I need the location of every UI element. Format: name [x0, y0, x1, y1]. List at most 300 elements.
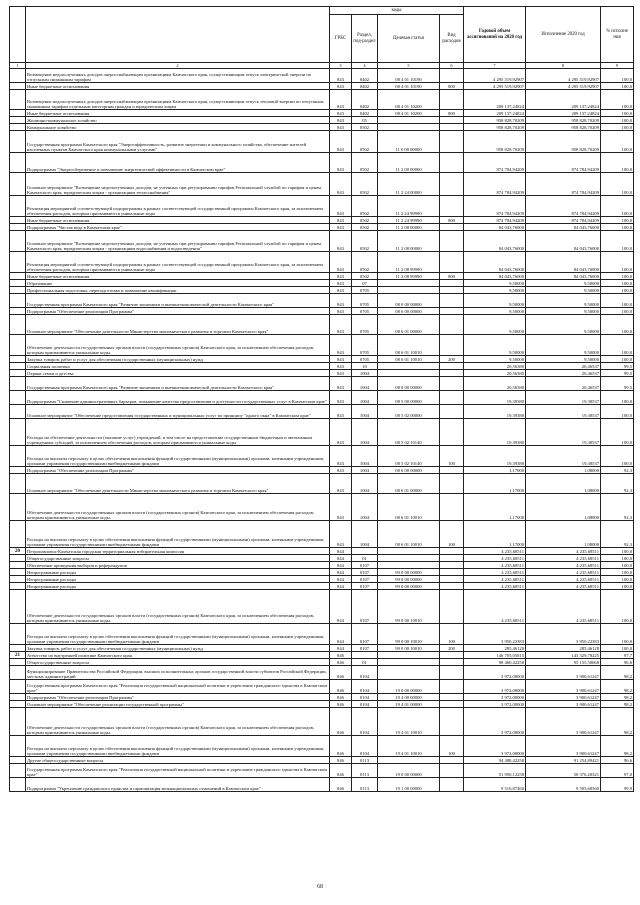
row-fact-cell: 19,38537 — [526, 405, 601, 419]
row-plan-cell: 19,39380 — [464, 446, 526, 467]
row-vid-cell: 800 — [440, 217, 464, 224]
table-row — [10, 624, 634, 645]
row-fact-cell: 4 235,68511 — [526, 569, 601, 576]
row-celevaya-cell: 11 2 08 00000 — [378, 231, 440, 252]
row-celevaya-cell: 08 5 02 10140 — [378, 419, 440, 446]
row-razdel-cell: 0402 — [352, 83, 378, 90]
row-grbs-cell: 844 — [330, 583, 352, 590]
row-grbs-cell: 843 — [330, 117, 352, 124]
row-fact-cell: 9,50000 — [526, 287, 601, 294]
row-plan-cell: 20,56380 — [464, 363, 526, 370]
header-razdel: Раздел, под-раздел — [352, 15, 378, 63]
row-name-cell: Реализация мероприятий соответствующей подпрограммы в рамках соответствующей государственной программы Камчатского края, за исключением обеспечения расходов, которым присваиваются уникальные коды — [26, 196, 330, 217]
row-number-cell — [10, 624, 26, 645]
row-plan-cell: 98 460,42258 — [464, 659, 526, 666]
row-number-cell — [10, 335, 26, 356]
row-celevaya-cell: 19 4 01 00000 — [378, 701, 440, 708]
row-plan-cell: 958 828,70209 — [464, 124, 526, 131]
row-number-cell — [10, 315, 26, 335]
row-celevaya-cell: 99 0 00 00000 — [378, 569, 440, 576]
row-grbs-cell: 843 — [330, 521, 352, 548]
row-razdel-cell: 01 — [352, 555, 378, 562]
column-number-cell: 4 — [352, 63, 378, 69]
row-razdel-cell: 0705 — [352, 335, 378, 356]
row-celevaya-cell: 08 5 00 00000 — [378, 391, 440, 405]
row-celevaya-cell: 08 6 01 00000 — [378, 315, 440, 335]
row-number-cell — [10, 273, 26, 280]
row-number-cell — [10, 252, 26, 273]
row-celevaya-cell: 19 0 00 00000 — [378, 680, 440, 694]
row-razdel-cell: 1004 — [352, 405, 378, 419]
row-razdel-cell: 0705 — [352, 287, 378, 294]
table-row — [10, 69, 634, 83]
table-row — [10, 666, 634, 680]
table-row — [10, 315, 634, 335]
row-number-cell — [10, 701, 26, 708]
row-pct-cell: 100,0 — [601, 590, 634, 624]
row-number-cell — [10, 474, 26, 494]
row-celevaya-cell: 08 5 02 10140 — [378, 446, 440, 467]
row-pct-cell: 100,0 — [601, 83, 634, 90]
row-pct-cell: 100,0 — [601, 273, 634, 280]
row-plan-cell: 146 705,05815 — [464, 652, 526, 659]
row-grbs-cell: 843 — [330, 110, 352, 117]
row-number-cell — [10, 764, 26, 778]
row-fact-cell: 958 828,70209 — [526, 124, 601, 131]
row-fact-cell: 285,46128 — [526, 645, 601, 652]
row-number-cell — [10, 583, 26, 590]
table-row — [10, 419, 634, 446]
row-fact-cell: 1,08000 — [526, 474, 601, 494]
row-razdel-cell: 0502 — [352, 153, 378, 173]
row-vid-cell — [440, 391, 464, 405]
row-pct-cell: 100,0 — [601, 555, 634, 562]
row-number-cell — [10, 736, 26, 757]
row-name-cell: Другие общегосударственные вопросы — [26, 757, 330, 764]
row-name-cell: Государственная программа Камчатского края "Развитие экономики и внешнеэкономической деятельности Камчатского края" — [26, 377, 330, 391]
row-razdel-cell: 1004 — [352, 467, 378, 474]
row-razdel-cell: 0107 — [352, 569, 378, 576]
row-pct-cell: 97,0 — [601, 764, 634, 778]
row-name-cell: Подпрограмма "Обеспечение реализации Программы" — [26, 467, 330, 474]
row-vid-cell — [440, 287, 464, 294]
row-number-cell — [10, 446, 26, 467]
row-plan-cell: 51 950,12258 — [464, 764, 526, 778]
row-pct-cell: 100,0 — [601, 90, 634, 110]
row-celevaya-cell — [378, 548, 440, 555]
row-grbs-cell: 843 — [330, 467, 352, 474]
row-grbs-cell: 846 — [330, 666, 352, 680]
row-fact-cell: 84 043,76000 — [526, 273, 601, 280]
row-celevaya-cell: 08 0 00 00000 — [378, 294, 440, 308]
row-plan-cell: 4 235,68511 — [464, 590, 526, 624]
header-fact: Исполнение 2020 год — [526, 7, 601, 63]
row-razdel-cell: 0107 — [352, 562, 378, 569]
row-pct-cell: 100,0 — [601, 645, 634, 652]
table-row — [10, 90, 634, 110]
row-fact-cell: 19,38537 — [526, 446, 601, 467]
row-pct-cell: 98,2 — [601, 666, 634, 680]
row-vid-cell — [440, 694, 464, 701]
row-name-cell: Основное мероприятие "Возмещение недополученных доходов, не учтенных при регулировании тарифов Региональной службой по тарифам и ценам Камчатского края, юридическим лицам - организациям теплоснабжения" — [26, 173, 330, 196]
row-grbs-cell: 843 — [330, 335, 352, 356]
table-row — [10, 467, 634, 474]
row-grbs-cell: 844 — [330, 576, 352, 583]
row-vid-cell — [440, 548, 464, 555]
row-name-cell: Подпрограмма "Снижение административных барьеров, повышение качества предоставления и доступности государственных услуг в Камчатском крае" — [26, 391, 330, 405]
row-name-cell: Иные бюджетные ассигнования — [26, 217, 330, 224]
column-number-cell: 1 — [10, 63, 26, 69]
row-fact-cell: 209 137,24824 — [526, 90, 601, 110]
row-name-cell: Подпрограмма "Обеспечение реализации Программы" — [26, 308, 330, 315]
row-plan-cell: 84 043,76000 — [464, 252, 526, 273]
row-plan-cell: 3 972,00000 — [464, 701, 526, 708]
row-grbs-cell: 843 — [330, 196, 352, 217]
row-plan-cell: 9,50000 — [464, 308, 526, 315]
header-codes: коды — [330, 7, 464, 15]
row-plan-cell: 4 235,68511 — [464, 555, 526, 562]
row-plan-cell: 958 828,70209 — [464, 131, 526, 153]
row-celevaya-cell: 19 4 01 10010 — [378, 736, 440, 757]
row-vid-cell — [440, 778, 464, 792]
row-vid-cell — [440, 294, 464, 308]
table-row — [10, 562, 634, 569]
row-pct-cell: 100,0 — [601, 624, 634, 645]
row-number-cell — [10, 131, 26, 153]
row-fact-cell: 209 137,24824 — [526, 110, 601, 117]
row-razdel-cell: 0502 — [352, 196, 378, 217]
row-razdel-cell: 1004 — [352, 521, 378, 548]
row-name-cell: Общегосударственные вопросы — [26, 659, 330, 666]
table-row — [10, 757, 634, 764]
row-fact-cell: 19,38537 — [526, 391, 601, 405]
row-celevaya-cell: 19 4 00 00000 — [378, 694, 440, 701]
row-vid-cell — [440, 659, 464, 666]
row-vid-cell — [440, 131, 464, 153]
table-row — [10, 778, 634, 792]
row-celevaya-cell — [378, 363, 440, 370]
row-pct-cell: 92,3 — [601, 474, 634, 494]
table-row — [10, 308, 634, 315]
row-plan-cell: 20,56380 — [464, 377, 526, 391]
row-celevaya-cell: 19 4 01 10010 — [378, 708, 440, 736]
row-pct-cell: 100,0 — [601, 391, 634, 405]
row-name-cell: Расходы на выплаты персоналу в целях обеспечения выполнения функций государственными (муниципальными) органами, казенными учреждениями, органами управления государственными внебюджетными фондами — [26, 446, 330, 467]
row-grbs-cell: 843 — [330, 252, 352, 273]
row-razdel-cell: 1004 — [352, 377, 378, 391]
row-plan-cell: 19,39380 — [464, 419, 526, 446]
row-fact-cell: 1,08000 — [526, 494, 601, 521]
row-razdel-cell: 0104 — [352, 708, 378, 736]
row-grbs-cell: 843 — [330, 356, 352, 363]
table-row — [10, 576, 634, 583]
table-row — [10, 110, 634, 117]
row-vid-cell — [440, 335, 464, 356]
row-grbs-cell: 844 — [330, 645, 352, 652]
table-row — [10, 494, 634, 521]
row-name-cell: Общегосударственные вопросы — [26, 555, 330, 562]
row-razdel-cell: 0113 — [352, 757, 378, 764]
row-grbs-cell: 846 — [330, 778, 352, 792]
row-vid-cell — [440, 405, 464, 419]
row-vid-cell — [440, 764, 464, 778]
table-row — [10, 694, 634, 701]
row-pct-cell: 100,0 — [601, 562, 634, 569]
row-vid-cell: 200 — [440, 645, 464, 652]
row-fact-cell: 95 155,50668 — [526, 659, 601, 666]
row-plan-cell: 19,39380 — [464, 405, 526, 419]
row-vid-cell — [440, 315, 464, 335]
row-name-cell: Образование — [26, 280, 330, 287]
row-number-cell — [10, 173, 26, 196]
row-name-cell: Обеспечение деятельности государственных органов власти (государственных органов) Камчатского края, за исключением обеспечения расходов, которым присваиваются уникальные коды. — [26, 590, 330, 624]
row-fact-cell: 84 043,76000 — [526, 252, 601, 273]
row-grbs-cell: 843 — [330, 273, 352, 280]
budget-table-body — [10, 69, 634, 792]
row-fact-cell: 958 828,70209 — [526, 131, 601, 153]
row-name-cell: Непрограммные расходы — [26, 569, 330, 576]
row-vid-cell — [440, 555, 464, 562]
row-celevaya-cell: 08 6 01 10010 — [378, 356, 440, 363]
row-fact-cell: 874 784,94209 — [526, 153, 601, 173]
row-fact-cell: 958 828,70209 — [526, 117, 601, 124]
row-plan-cell: 4 235,68511 — [464, 548, 526, 555]
row-number-cell — [10, 231, 26, 252]
row-fact-cell: 19,38537 — [526, 419, 601, 446]
row-number-cell — [10, 391, 26, 405]
row-grbs-cell: 846 — [330, 757, 352, 764]
row-grbs-cell: 844 — [330, 624, 352, 645]
row-fact-cell: 84 043,76000 — [526, 224, 601, 231]
row-grbs-cell: 846 — [330, 652, 352, 659]
row-vid-cell — [440, 117, 464, 124]
row-name-cell: Обеспечение проведения выборов и референдумов — [26, 562, 330, 569]
row-grbs-cell: 843 — [330, 83, 352, 90]
row-name-cell: Закупка товаров, работ и услуг для обеспечения государственных (муниципальных) нужд — [26, 645, 330, 652]
row-grbs-cell: 846 — [330, 736, 352, 757]
row-pct-cell: 100,0 — [601, 308, 634, 315]
row-name-cell: Обеспечение деятельности государственных органов власти (государственных органов) Камчатского края, за исключением обеспечения расходов, которым присваиваются уникальные коды. — [26, 335, 330, 356]
row-grbs-cell: 843 — [330, 377, 352, 391]
row-number-cell: 21 — [10, 652, 26, 659]
row-celevaya-cell: 11 2 24 99990 — [378, 196, 440, 217]
row-plan-cell: 3 972,00000 — [464, 736, 526, 757]
row-celevaya-cell: 08 6 01 10010 — [378, 521, 440, 548]
row-vid-cell — [440, 231, 464, 252]
row-plan-cell: 1,17000 — [464, 521, 526, 548]
row-number-cell — [10, 117, 26, 124]
row-fact-cell: 874 784,94209 — [526, 196, 601, 217]
row-vid-cell: 200 — [440, 356, 464, 363]
row-pct-cell: 98,2 — [601, 694, 634, 701]
row-vid-cell — [440, 652, 464, 659]
row-pct-cell: 99,5 — [601, 377, 634, 391]
row-number-cell — [10, 280, 26, 287]
row-number-cell — [10, 110, 26, 117]
row-name-cell: Государственная программа Камчатского края "Реализация государственной национальной политики и укрепление гражданского единства в Камчатском крае" — [26, 680, 330, 694]
row-name-cell: Непрограммные расходы — [26, 583, 330, 590]
row-number-cell — [10, 467, 26, 474]
row-razdel-cell: 1004 — [352, 494, 378, 521]
row-name-cell: Основное мероприятие "Возмещение недополученных доходов, не учтенных при регулировании тарифов Региональной службой по тарифам и ценам Камчатского края, юридическим лицам - организациям водоснабжения и водоотведения" — [26, 231, 330, 252]
row-fact-cell: 4 235,68511 — [526, 583, 601, 590]
table-row — [10, 252, 634, 273]
row-vid-cell — [440, 308, 464, 315]
row-celevaya-cell: 99 0 00 00000 — [378, 576, 440, 583]
row-vid-cell — [440, 562, 464, 569]
row-razdel-cell: 0502 — [352, 224, 378, 231]
row-celevaya-cell: 99 0 00 00000 — [378, 583, 440, 590]
row-fact-cell: 1,08000 — [526, 467, 601, 474]
row-celevaya-cell: 99 0 00 10010 — [378, 590, 440, 624]
table-row — [10, 659, 634, 666]
row-fact-cell: 3 900,61247 — [526, 708, 601, 736]
row-razdel-cell: 0113 — [352, 778, 378, 792]
row-pct-cell: 92,3 — [601, 494, 634, 521]
row-plan-cell: 9,50000 — [464, 335, 526, 356]
row-plan-cell: 1,17000 — [464, 494, 526, 521]
row-vid-cell: 100 — [440, 446, 464, 467]
row-celevaya-cell — [378, 555, 440, 562]
row-plan-cell: 3 972,00000 — [464, 694, 526, 701]
row-grbs-cell: 843 — [330, 308, 352, 315]
row-pct-cell: 97,7 — [601, 652, 634, 659]
row-vid-cell — [440, 576, 464, 583]
row-razdel-cell: 0402 — [352, 69, 378, 83]
table-row — [10, 273, 634, 280]
row-grbs-cell: 843 — [330, 280, 352, 287]
row-pct-cell: 100,0 — [601, 548, 634, 555]
row-fact-cell: 4 235,68511 — [526, 576, 601, 583]
row-razdel-cell — [352, 548, 378, 555]
row-name-cell: Обеспечение деятельности государственных органов власти (государственных органов) Камчатского края, за исключением обеспечения расходов, которым присваиваются уникальные коды. — [26, 708, 330, 736]
row-pct-cell: 100,0 — [601, 287, 634, 294]
row-razdel-cell: 0107 — [352, 645, 378, 652]
row-number-cell — [10, 645, 26, 652]
row-grbs-cell: 843 — [330, 446, 352, 467]
row-plan-cell: 209 137,24824 — [464, 110, 526, 117]
row-razdel-cell: 0502 — [352, 231, 378, 252]
row-grbs-cell: 843 — [330, 90, 352, 110]
row-name-cell: Обеспечение деятельности государственных органов власти (государственных органов) Камчатского края, за исключением обеспечения расходов, которым присваиваются уникальные коды. — [26, 494, 330, 521]
row-celevaya-cell: 08 6 00 00000 — [378, 467, 440, 474]
row-razdel-cell: 10 — [352, 363, 378, 370]
row-plan-cell: 958 828,70209 — [464, 117, 526, 124]
table-row — [10, 569, 634, 576]
row-razdel-cell: 0502 — [352, 124, 378, 131]
row-vid-cell — [440, 153, 464, 173]
table-row — [10, 287, 634, 294]
row-grbs-cell: 844 — [330, 590, 352, 624]
row-fact-cell: 4 235,68511 — [526, 555, 601, 562]
row-razdel-cell: 0107 — [352, 583, 378, 590]
row-celevaya-cell: 08 6 01 10010 — [378, 494, 440, 521]
row-plan-cell: 4 235,68511 — [464, 569, 526, 576]
row-celevaya-cell — [378, 287, 440, 294]
column-number-cell: 5 — [378, 63, 440, 69]
row-plan-cell: 9,50000 — [464, 356, 526, 363]
row-plan-cell: 4 235,68511 — [464, 562, 526, 569]
row-plan-cell: 9,50000 — [464, 280, 526, 287]
budget-table-sheet — [9, 6, 633, 792]
row-name-cell: Профессиональная подготовка, переподготовка и повышение квалификации — [26, 287, 330, 294]
row-vid-cell: 100 — [440, 521, 464, 548]
row-vid-cell — [440, 377, 464, 391]
row-pct-cell: 100,0 — [601, 69, 634, 83]
row-grbs-cell: 843 — [330, 173, 352, 196]
row-plan-cell: 9,50000 — [464, 294, 526, 308]
row-pct-cell: 92,3 — [601, 467, 634, 474]
table-row — [10, 217, 634, 224]
header-pct: % исполне ния — [601, 7, 634, 63]
row-plan-cell: 1,17000 — [464, 467, 526, 474]
row-number-cell — [10, 308, 26, 315]
row-celevaya-cell: 08 4 01 10200 — [378, 90, 440, 110]
row-fact-cell: 9,50000 — [526, 308, 601, 315]
row-pct-cell: 100,0 — [601, 110, 634, 117]
row-razdel-cell: 0705 — [352, 315, 378, 335]
row-razdel-cell: 0705 — [352, 294, 378, 308]
row-number-cell — [10, 562, 26, 569]
row-number-cell — [10, 405, 26, 419]
row-plan-cell: 4 295 519,92907 — [464, 83, 526, 90]
row-fact-cell: 874 784,94209 — [526, 217, 601, 224]
table-row — [10, 280, 634, 287]
row-celevaya-cell: 11 2 24 00000 — [378, 173, 440, 196]
row-name-cell: Закупка товаров, работ и услуг для обеспечения государственных (муниципальных) нужд — [26, 356, 330, 363]
row-vid-cell — [440, 419, 464, 446]
row-vid-cell — [440, 252, 464, 273]
row-razdel-cell: 01 — [352, 659, 378, 666]
row-celevaya-cell: 11 2 08 00000 — [378, 224, 440, 231]
header-grbs: ГРБС — [330, 15, 352, 63]
header-celevaya: Целевая статья — [378, 15, 440, 63]
row-fact-cell: 4 235,68511 — [526, 562, 601, 569]
row-fact-cell: 9,50000 — [526, 356, 601, 363]
row-name-cell: Основное мероприятие "Обеспечение предоставления государственных и муниципальных услуг по принципу "одного окна" в Камчатском крае" — [26, 405, 330, 419]
row-number-cell — [10, 69, 26, 83]
row-vid-cell: 100 — [440, 624, 464, 645]
row-pct-cell: 98,2 — [601, 736, 634, 757]
row-vid-cell — [440, 124, 464, 131]
row-celevaya-cell — [378, 652, 440, 659]
row-razdel-cell: 0107 — [352, 590, 378, 624]
header-vid: Вид расходов — [440, 15, 464, 63]
header-blank-name — [26, 7, 330, 63]
row-name-cell: Жилищно-коммунальное хозяйство — [26, 117, 330, 124]
row-grbs-cell: 846 — [330, 680, 352, 694]
row-pct-cell: 98,2 — [601, 680, 634, 694]
row-vid-cell — [440, 90, 464, 110]
row-grbs-cell: 843 — [330, 370, 352, 377]
row-number-cell — [10, 196, 26, 217]
row-vid-cell: 800 — [440, 273, 464, 280]
row-celevaya-cell — [378, 666, 440, 680]
row-celevaya-cell: 99 0 00 10010 — [378, 624, 440, 645]
table-row — [10, 131, 634, 153]
column-number-cell: 7 — [464, 63, 526, 69]
row-razdel-cell: 1004 — [352, 474, 378, 494]
row-vid-cell: 800 — [440, 110, 464, 117]
row-number-cell — [10, 370, 26, 377]
column-number-cell: 3 — [330, 63, 352, 69]
row-number-cell — [10, 659, 26, 666]
row-celevaya-cell — [378, 117, 440, 124]
table-row — [10, 173, 634, 196]
row-name-cell: Основное мероприятие "Обеспечение реализации государственной программы" — [26, 701, 330, 708]
table-row — [10, 117, 634, 124]
row-grbs-cell: 843 — [330, 419, 352, 446]
